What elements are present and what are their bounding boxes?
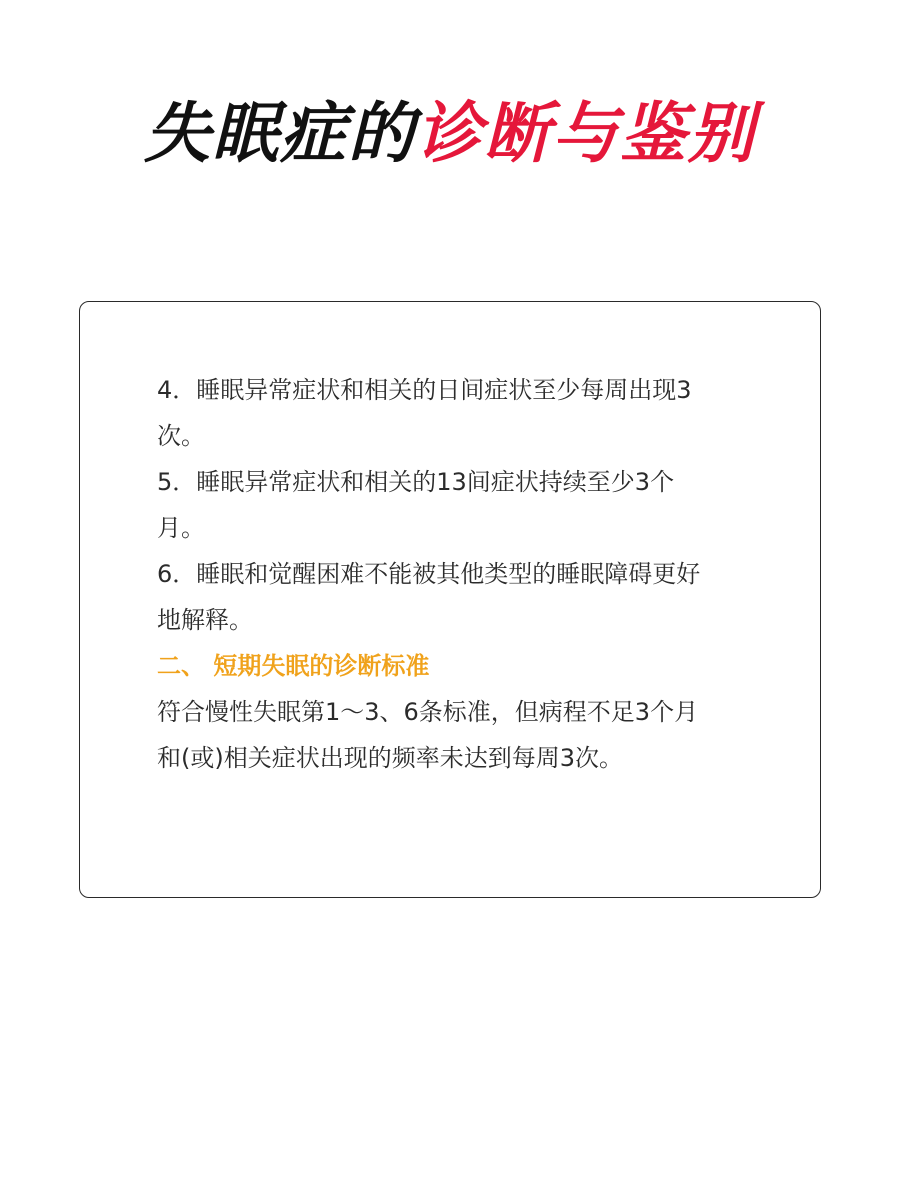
section-body: 符合慢性失眠第1～3、6条标准，但病程不足3个月和(或)相关症状出现的频率未达到每周3次。 [157,698,699,772]
criterion-5: 5．睡眠异常症状和相关的13间症状持续至少3个月。 [157,468,675,542]
page-title [0,92,900,176]
card-content [157,367,717,781]
content-card [79,301,821,898]
criterion-6: 6．睡眠和觉醒困难不能被其他类型的睡眠障碍更好地解释。 [157,560,701,634]
title-part-red: 诊断与鉴别 [416,95,756,172]
section-heading: 二、 短期失眠的诊断标准 [157,652,430,680]
criterion-4: 4．睡眠异常症状和相关的日间症状至少每周出现3次。 [157,376,692,450]
title-part-black: 失眠症的 [144,95,416,172]
